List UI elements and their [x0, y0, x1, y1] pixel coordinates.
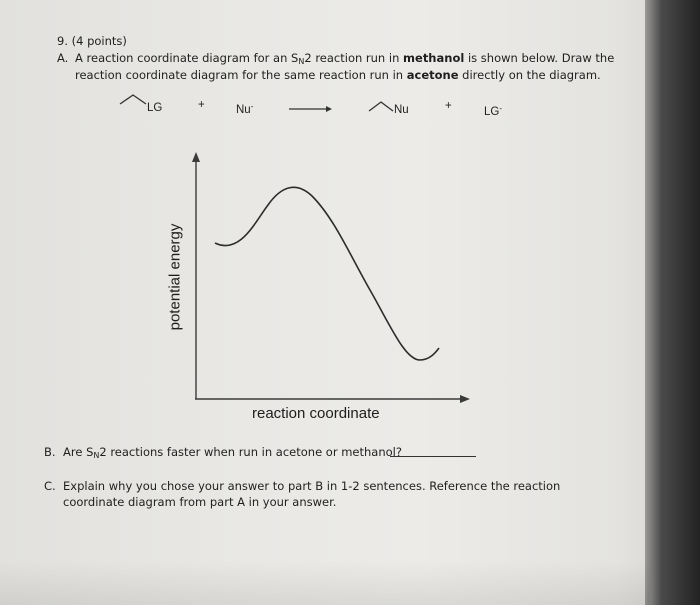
energy-curve: [215, 187, 439, 360]
plus-sign-1: +: [198, 99, 205, 111]
part-a-line-2: reaction coordinate diagram for the same reaction run in acetone directly on the diagram.: [75, 68, 601, 82]
y-axis-arrowhead: [192, 152, 200, 162]
product-nu: Nu: [394, 104, 409, 116]
part-b-marker: B.: [44, 445, 56, 459]
x-axis-label: reaction coordinate: [252, 405, 380, 422]
question-number: 9.: [57, 34, 68, 48]
part-a-line-1: A reaction coordinate diagram for an $S_N2$ reaction run in methanol is shown below. Draw the: [75, 51, 615, 66]
question-points: (4 points): [71, 34, 127, 48]
product-lg: LG-: [484, 104, 503, 118]
part-c-marker: C.: [44, 479, 56, 493]
plus-sign-2: +: [445, 100, 452, 112]
part-b-question: Are $S_N2$ reactions faster when run in acetone or methanol?: [63, 445, 402, 460]
x-axis-arrowhead: [460, 395, 470, 403]
y-axis-label: potential energy: [166, 223, 184, 331]
part-c-line-1: Explain why you chose your answer to part B in 1-2 sentences. Reference the reaction: [63, 479, 561, 493]
part-a-marker: A.: [57, 51, 69, 65]
part-b-answer-blank[interactable]: [390, 456, 476, 457]
reactant-lg: LG: [147, 102, 163, 114]
part-c-line-2: coordinate diagram from part A in your answer.: [63, 495, 337, 509]
reactant-nu: Nu-: [236, 102, 254, 116]
